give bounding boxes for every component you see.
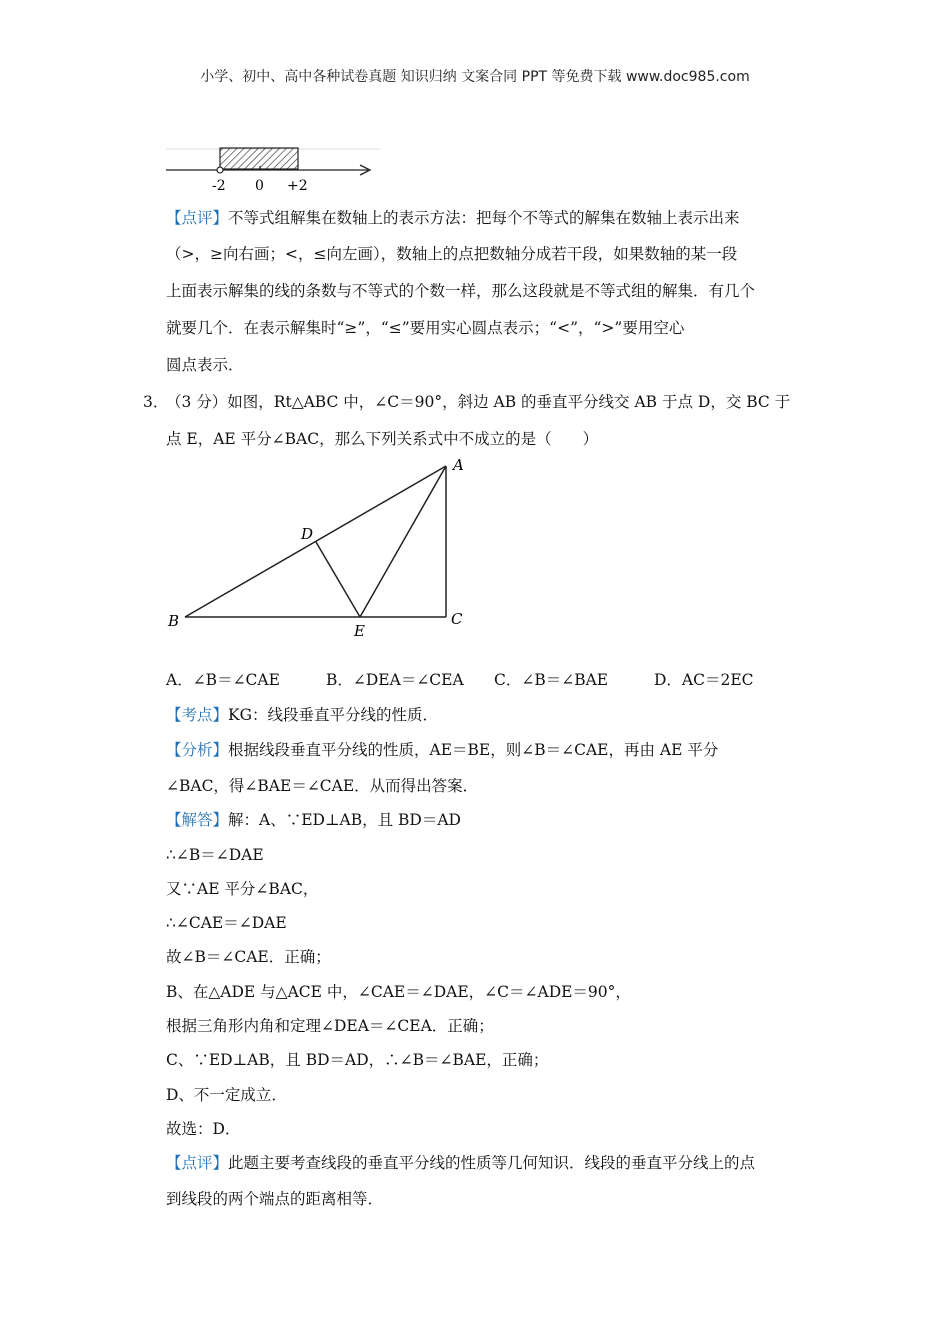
jieda-line-2: ∴∠B＝∠DAE [166,846,264,864]
label-neg2: -2 [212,178,226,194]
question-number: 3． [143,393,169,411]
segment-ab [185,466,446,617]
point-e-label: E [354,622,365,640]
kaodian-line: 【考点】KG：线段垂直平分线的性质． [166,706,438,724]
jieda-line-10: 故选：D． [166,1120,241,1138]
jieda-line-4: ∴∠CAE＝∠DAE [166,914,287,932]
jieda-line-8: C、∵ED⊥AB，且 BD＝AD，∴∠B＝∠BAE，正确； [166,1051,549,1069]
page-header: 小学、初中、高中各种试卷真题 知识归纳 文案合同 PPT 等免费下载 www.doc985.com [200,69,750,85]
triangle-figure [160,452,480,642]
review2-line-1: 【点评】此题主要考查线段的垂直平分线的性质等几何知识．线段的垂直平分线上的点 [166,1154,756,1172]
review2-line-2: 到线段的两个端点的距离相等． [166,1190,384,1208]
review1-line-4: 就要几个．在表示解集时“≥”，“≤”要用实心圆点表示；“<”，“>”要用空心 [166,319,685,337]
jieda-line-1: 【解答】解：A、∵ED⊥AB，且 BD＝AD [166,811,461,829]
review1-line-3: 上面表示解集的线的条数与不等式的个数一样，那么这段就是不等式组的解集．有几个 [166,282,756,300]
jieda-line-3: 又∵AE 平分∠BAC， [166,880,319,898]
number-line-figure [160,140,390,198]
segment-de [316,542,360,617]
fenxi-line-1: 【分析】根据线段垂直平分线的性质，AE＝BE，则∠B＝∠CAE，再由 AE 平分 [166,741,719,759]
point-c-label: C [451,610,463,628]
question-line-2: 点 E，AE 平分∠BAC，那么下列关系式中不成立的是（ ） [166,430,599,448]
review1-line-5: 圆点表示． [166,356,244,374]
jieda-tag: 【解答】 [166,811,229,829]
option-d: D．AC＝2EC [654,671,754,689]
review2-tag: 【点评】 [166,1154,229,1172]
option-b: B．∠DEA＝∠CEA [326,671,464,689]
fenxi-line-2: ∠BAC，得∠BAE＝∠CAE．从而得出答案． [166,777,479,795]
jieda-line-9: D、不一定成立． [166,1086,287,1104]
jieda-line-7: 根据三角形内角和定理∠DEA＝∠CEA．正确； [166,1017,494,1035]
segment-ae [360,466,446,617]
label-pos2: +2 [287,178,308,194]
kaodian-tag: 【考点】 [166,706,229,724]
question-line-1: （3 分）如图，Rt△ABC 中，∠C＝90°，斜边 AB 的垂直平分线交 AB 于点 D，交 BC 于 [166,393,791,411]
jieda-line-6: B、在△ADE 与△ACE 中，∠CAE＝∠DAE，∠C＝∠ADE＝90°， [166,983,631,1001]
fenxi-tag: 【分析】 [166,741,229,759]
solution-region [220,148,298,169]
jieda-line-5: 故∠B＝∠CAE．正确； [166,948,331,966]
point-d-label: D [301,525,314,543]
open-point [217,167,223,173]
point-b-label: B [168,612,180,630]
option-a: A．∠B＝∠CAE [166,671,280,689]
review1-tag: 【点评】 [166,209,229,227]
point-a-label: A [453,456,464,474]
options-row [166,669,816,691]
option-c: C．∠B＝∠BAE [494,671,609,689]
review1-line-1: 【点评】不等式组解集在数轴上的表示方法：把每个不等式的解集在数轴上表示出来 [166,209,740,227]
label-zero: 0 [255,178,264,194]
review1-line-2: （>，≥向右画；<，≤向左画），数轴上的点把数轴分成若干段，如果数轴的某一段 [166,245,738,263]
